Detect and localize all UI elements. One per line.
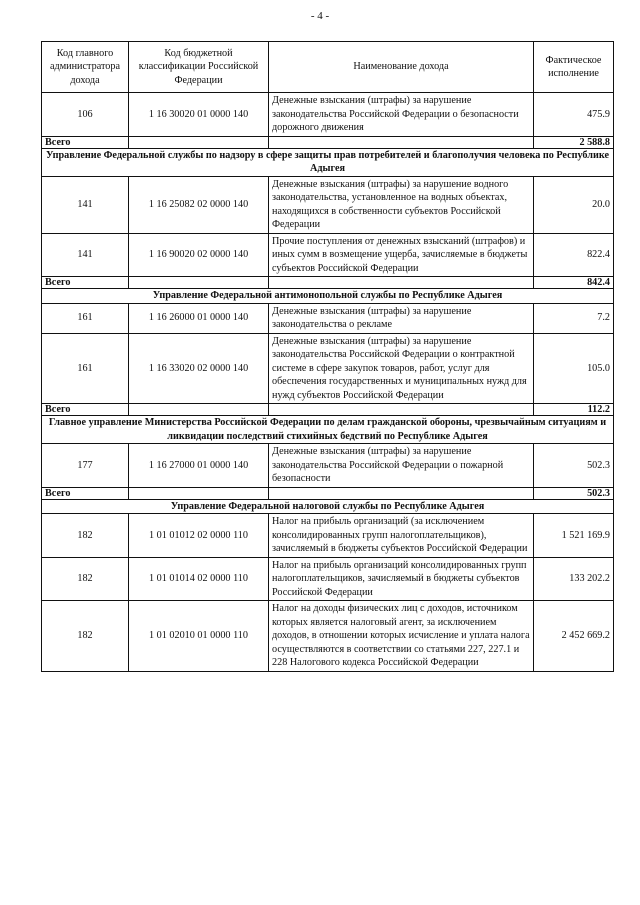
empty-cell (129, 404, 269, 416)
section-title: Управление Федеральной антимонопольной службы по Республике Адыгея (42, 289, 614, 304)
budget-code-cell: 1 16 27000 01 0000 140 (129, 444, 269, 488)
admin-code-cell: 106 (42, 93, 129, 137)
total-label: Всего (42, 136, 129, 148)
income-name-cell: Денежные взыскания (штрафы) за нарушение законодательства Российской Федерации о безопасности дорожного движения (269, 93, 534, 137)
budget-code-cell: 1 16 30020 01 0000 140 (129, 93, 269, 137)
table-header-row (42, 42, 614, 93)
section-header-row (42, 289, 614, 304)
total-row (42, 136, 614, 148)
admin-code-cell: 161 (42, 303, 129, 333)
page-number: - 4 - (310, 10, 330, 22)
section-header-row (42, 148, 614, 176)
budget-code-cell: 1 01 02010 01 0000 110 (129, 601, 269, 672)
empty-cell (269, 487, 534, 499)
amount-cell: 20.0 (534, 176, 614, 233)
table-row (42, 601, 614, 672)
income-name-cell: Налог на прибыль организаций (за исключением консолидированных групп налогоплательщиков), зачисляемый в бюджеты субъектов Российской Федерации (269, 514, 534, 558)
section-header-row (42, 416, 614, 444)
table-row (42, 444, 614, 488)
table-body (42, 93, 614, 672)
amount-cell: 822.4 (534, 233, 614, 277)
amount-cell: 1 521 169.9 (534, 514, 614, 558)
total-amount: 842.4 (534, 277, 614, 289)
empty-cell (129, 136, 269, 148)
section-title: Управление Федеральной налоговой службы по Республике Адыгея (42, 499, 614, 514)
admin-code-cell: 182 (42, 601, 129, 672)
total-row (42, 404, 614, 416)
header-budget-code: Код бюджетной классификации Российской Федерации (129, 42, 269, 93)
table-row (42, 333, 614, 404)
header-actual: Фактическое исполнение (534, 42, 614, 93)
amount-cell: 502.3 (534, 444, 614, 488)
admin-code-cell: 177 (42, 444, 129, 488)
income-table (41, 41, 614, 672)
admin-code-cell: 182 (42, 514, 129, 558)
table-row (42, 514, 614, 558)
section-title: Управление Федеральной службы по надзору в сфере защиты прав потребителей и благополучия человека по Республике Адыгея (42, 148, 614, 176)
budget-code-cell: 1 16 33020 02 0000 140 (129, 333, 269, 404)
empty-cell (129, 487, 269, 499)
total-label: Всего (42, 277, 129, 289)
amount-cell: 2 452 669.2 (534, 601, 614, 672)
admin-code-cell: 182 (42, 557, 129, 601)
amount-cell: 133 202.2 (534, 557, 614, 601)
total-amount: 112.2 (534, 404, 614, 416)
empty-cell (269, 404, 534, 416)
table-row (42, 176, 614, 233)
table-row (42, 233, 614, 277)
income-name-cell: Денежные взыскания (штрафы) за нарушение законодательства о рекламе (269, 303, 534, 333)
budget-code-cell: 1 01 01014 02 0000 110 (129, 557, 269, 601)
table-row (42, 557, 614, 601)
income-name-cell: Денежные взыскания (штрафы) за нарушение водного законодательства, установленное на водных объектах, находящихся в собственности субъектов Российской Федерации (269, 176, 534, 233)
admin-code-cell: 141 (42, 176, 129, 233)
admin-code-cell: 161 (42, 333, 129, 404)
income-name-cell: Налог на доходы физических лиц с доходов, источником которых является налоговый агент, за исключением доходов, в отношении которых исчисление и уплата налога осуществляются в соответствии со статьями 227, 227.1 и 228 Налогового кодекса Российской Федерации (269, 601, 534, 672)
total-row (42, 487, 614, 499)
header-income-name: Наименование дохода (269, 42, 534, 93)
amount-cell: 475.9 (534, 93, 614, 137)
total-amount: 2 588.8 (534, 136, 614, 148)
budget-code-cell: 1 16 25082 02 0000 140 (129, 176, 269, 233)
empty-cell (129, 277, 269, 289)
header-admin-code: Код главного администратора дохода (42, 42, 129, 93)
empty-cell (269, 136, 534, 148)
empty-cell (269, 277, 534, 289)
income-name-cell: Денежные взыскания (штрафы) за нарушение законодательства Российской Федерации о пожарной безопасности (269, 444, 534, 488)
total-amount: 502.3 (534, 487, 614, 499)
table-row (42, 93, 614, 137)
total-label: Всего (42, 404, 129, 416)
budget-code-cell: 1 16 26000 01 0000 140 (129, 303, 269, 333)
income-name-cell: Денежные взыскания (штрафы) за нарушение законодательства Российской Федерации о контрактной системе в сфере закупок товаров, работ, услуг для обеспечения государственных и муниципальных нужд для нужд субъектов Российской Федерации (269, 333, 534, 404)
table-row (42, 303, 614, 333)
total-label: Всего (42, 487, 129, 499)
section-header-row (42, 499, 614, 514)
total-row (42, 277, 614, 289)
amount-cell: 105.0 (534, 333, 614, 404)
budget-code-cell: 1 16 90020 02 0000 140 (129, 233, 269, 277)
amount-cell: 7.2 (534, 303, 614, 333)
income-name-cell: Налог на прибыль организаций консолидированных групп налогоплательщиков, зачисляемый в бюджеты субъектов Российской Федерации (269, 557, 534, 601)
section-title: Главное управление Министерства Российской Федерации по делам гражданской обороны, чрезвычайным ситуациям и ликвидации последствий стихийных бедствий по Республике Адыгея (42, 416, 614, 444)
income-name-cell: Прочие поступления от денежных взысканий (штрафов) и иных сумм в возмещение ущерба, зачисляемые в бюджеты субъектов Российской Федерации (269, 233, 534, 277)
admin-code-cell: 141 (42, 233, 129, 277)
budget-code-cell: 1 01 01012 02 0000 110 (129, 514, 269, 558)
